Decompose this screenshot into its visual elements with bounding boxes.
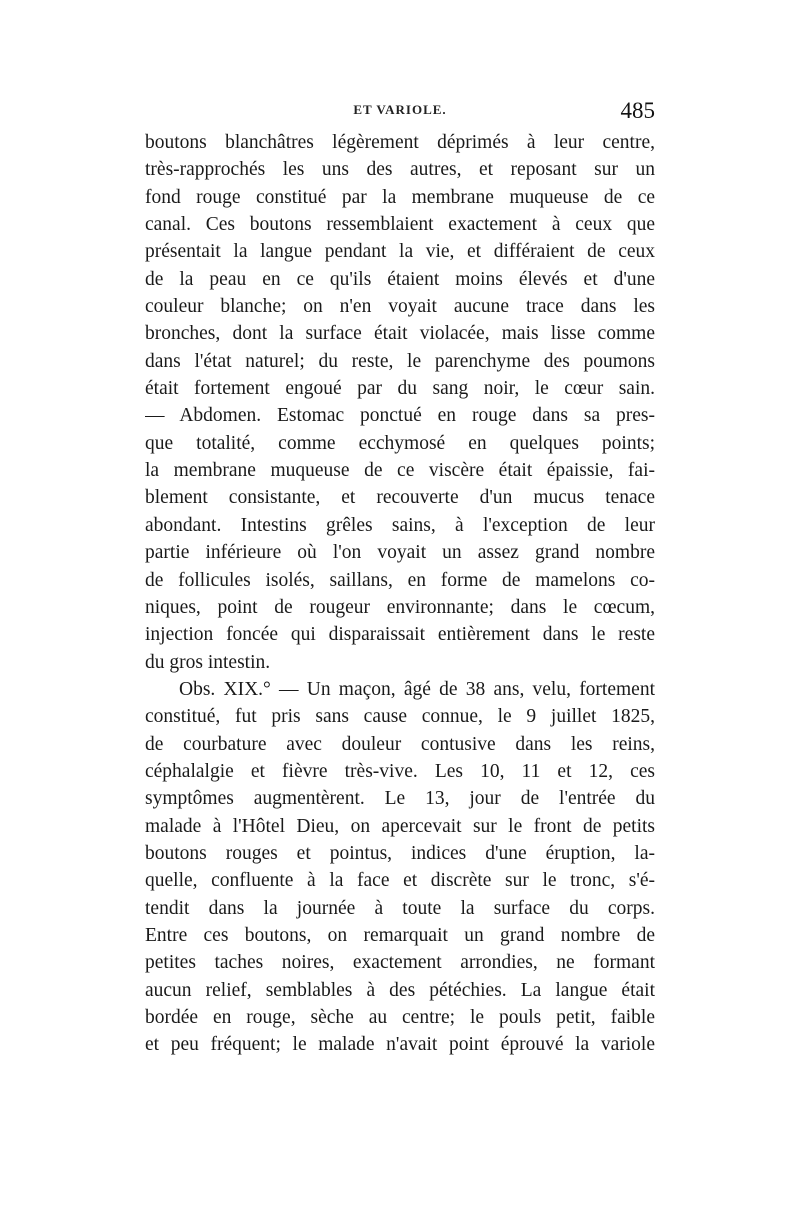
text-line: canal. Ces boutons ressemblaient exactement à ceux que [145, 214, 655, 236]
text-line: de la peau en ce qu'ils étaient moins élevés et d'une [145, 268, 655, 290]
text-line: très-rapprochés les uns des autres, et reposant sur un [145, 159, 655, 181]
text-line: et peu fréquent; le malade n'avait point éprouvé la variole [145, 1034, 655, 1056]
text-line: était fortement engoué par du sang noir, le cœur sain. [145, 378, 655, 400]
text-line: injection foncée qui disparaissait entièrement dans le reste [145, 624, 655, 646]
text-line: présentait la langue pendant la vie, et différaient de ceux [145, 241, 655, 263]
text-line: dans l'état naturel; du reste, le parenchyme des poumons [145, 350, 655, 372]
text-line: tendit dans la journée à toute la surface du corps. [145, 897, 655, 919]
text-line: céphalalgie et fièvre très-vive. Les 10, 11 et 12, ces [145, 760, 655, 782]
body-text [145, 129, 655, 1059]
text-line: malade à l'Hôtel Dieu, on apercevait sur le front de petits [145, 815, 655, 837]
text-line: la membrane muqueuse de ce viscère était épaissie, fai- [145, 460, 655, 482]
running-head [145, 98, 655, 128]
text-line: bronches, dont la surface était violacée, mais lisse comme [145, 323, 655, 345]
text-line: constitué, fut pris sans cause connue, le 9 juillet 1825, [145, 706, 655, 728]
text-line: de follicules isolés, saillans, en forme de mamelons co- [145, 569, 655, 591]
text-line: bordée en rouge, sèche au centre; le pouls petit, faible [145, 1007, 655, 1028]
running-title: ET VARIOLE. [353, 102, 447, 117]
text-line: aucun relief, semblables à des pétéchies. La langue était [145, 979, 655, 1001]
text-line: Obs. XIX.° — Un maçon, âgé de 38 ans, velu, fortement [179, 678, 655, 700]
text-line: Entre ces boutons, on remarquait un grand nombre de [145, 924, 655, 946]
text-line: symptômes augmentèrent. Le 13, jour de l'entrée du [145, 788, 655, 810]
text-line: que totalité, comme ecchymosé en quelques points; [145, 432, 655, 454]
text-line: niques, point de rougeur environnante; dans le cœcum, [145, 596, 655, 618]
text-line: quelle, confluente à la face et discrète sur le tronc, s'é- [145, 870, 655, 892]
text-line: abondant. Intestins grêles sains, à l'exception de leur [145, 514, 655, 536]
text-line: — Abdomen. Estomac ponctué en rouge dans sa pres- [145, 405, 655, 427]
text-line: boutons blanchâtres légèrement déprimés à leur centre, [145, 132, 655, 153]
text-line: partie inférieure où l'on voyait un assez grand nombre [145, 542, 655, 564]
text-line: boutons rouges et pointus, indices d'une éruption, la- [145, 842, 655, 864]
page-number: 485 [620, 98, 655, 123]
text-line: petites taches noires, exactement arrondies, ne formant [145, 952, 655, 974]
text-line: de courbature avec douleur contusive dans les reins, [145, 733, 655, 755]
text-line: blement consistante, et recouverte d'un mucus tenace [145, 487, 655, 509]
text-line: fond rouge constitué par la membrane muqueuse de ce [145, 186, 655, 208]
text-line: couleur blanche; on n'en voyait aucune trace dans les [145, 296, 655, 318]
text-line: du gros intestin. [145, 651, 271, 673]
